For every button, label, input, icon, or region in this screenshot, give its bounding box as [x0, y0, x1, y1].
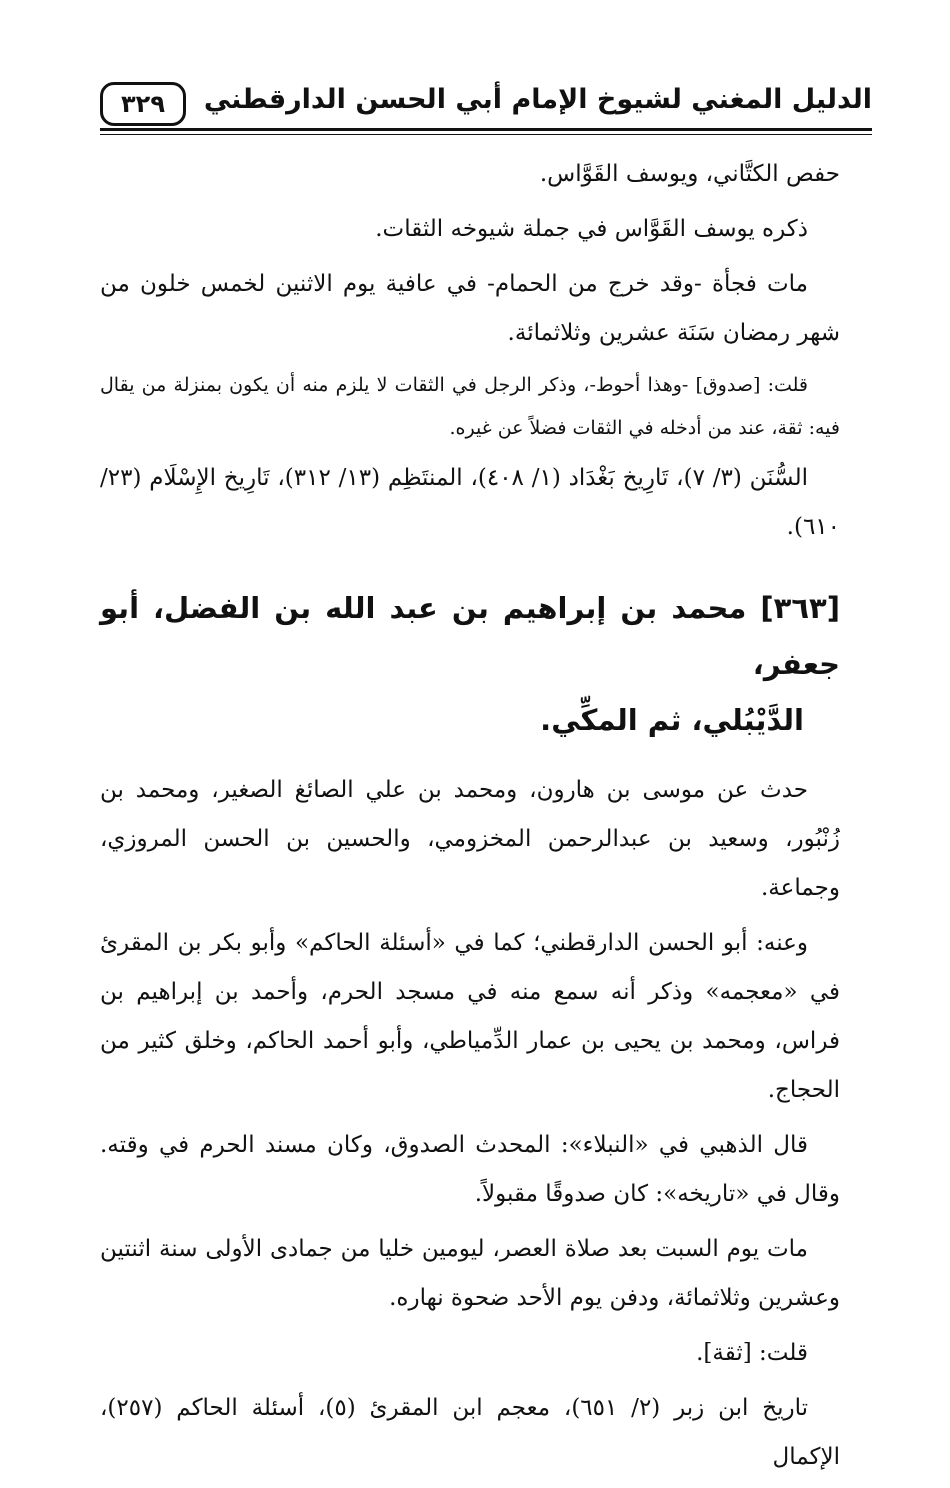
header-rule-thick — [100, 128, 872, 131]
entry-heading-line2: الدَّيْبُلي، ثم المكِّي. — [540, 703, 804, 737]
paragraph: حفص الكتَّاني، ويوسف القَوَّاس. — [539, 161, 840, 187]
editor-note: قلت: [صدوق] -وهذا أحوط-، وذكر الرجل في الثقات لا يلزم منه أن يكون بمنزلة من يقال فيه: ثقة، عند من أدخله في الثقات فضلاً عن غيره. — [100, 374, 840, 439]
page-body — [100, 150, 840, 1488]
running-title: الدليل المغني لشيوخ الإمام أبي الحسن الدارقطني — [203, 84, 872, 115]
page-header — [100, 78, 872, 136]
paragraph: قلت: [ثقة]. — [696, 1340, 808, 1366]
sources-paragraph: السُّنَن (٣/ ٧)، تَارِيخ بَغْدَاد (١/ ٤٠٨)، المنتَظِم (١٣/ ٣١٢)، تَارِيخ الإِسْلَام (٢٣/ ٦١٠). — [100, 465, 840, 540]
sources-paragraph: تاريخ ابن زبر (٢/ ٦٥١)، معجم ابن المقرئ (٥)، أسئلة الحاكم (٢٥٧)، الإكمال — [100, 1395, 840, 1470]
paragraph: مات فجأة -وقد خرج من الحمام- في عافية يوم الاثنين لخمس خلون من شهر رمضان سَنَة عشرين وثلاثمائة. — [100, 271, 840, 346]
paragraph: وعنه: أبو الحسن الدارقطني؛ كما في «أسئلة الحاكم» وأبو بكر بن المقرئ في «معجمه» وذكر أنه سمع منه في مسجد الحرم، وأحمد بن إبراهيم بن فراس، ومحمد بن يحيى بن عمار الدِّمياطي، وأبو أحمد الحاكم، وخلق كثير من الحجاج. — [100, 930, 840, 1103]
paragraph: حدث عن موسى بن هارون، ومحمد بن علي الصائغ الصغير، ومحمد بن زُنْبُور، وسعيد بن عبدالرحمن المخزومي، والحسين بن الحسن المروزي، وجماعة. — [100, 777, 840, 901]
paragraph: ذكره يوسف القَوَّاس في جملة شيوخه الثقات. — [375, 216, 808, 242]
entry-heading — [100, 580, 840, 748]
paragraph: مات يوم السبت بعد صلاة العصر، ليومين خليا من جمادى الأولى سنة اثنتين وعشرين وثلاثمائة، ودفن يوم الأحد ضحوة نهاره. — [100, 1236, 840, 1311]
page-number: ٣٢٩ — [100, 82, 186, 126]
entry-heading-line1: [٣٦٣] محمد بن إبراهيم بن عبد الله بن الفضل، أبو جعفر، — [100, 591, 840, 681]
header-rule-thin — [100, 134, 872, 135]
paragraph: قال الذهبي في «النبلاء»: المحدث الصدوق، وكان مسند الحرم في وقته. وقال في «تاريخه»: كان صدوقًا مقبولاً. — [100, 1132, 840, 1207]
